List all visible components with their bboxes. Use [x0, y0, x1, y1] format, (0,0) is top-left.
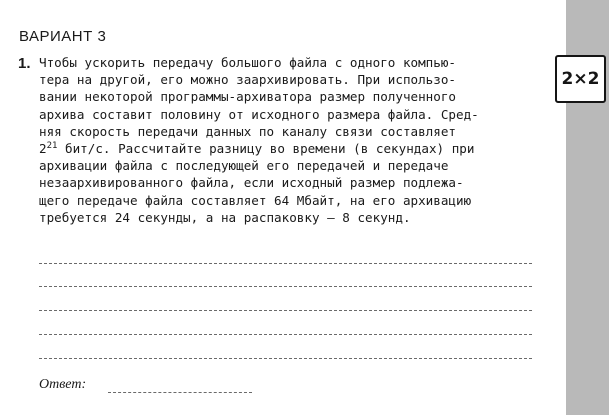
solution-line-3[interactable] [39, 310, 532, 311]
speed-exponent: 21 [46, 141, 58, 152]
speed-rest: бит/с. Рассчитайте разницу во времени (в секундах) при [57, 141, 475, 157]
task-line: незаархивированного файла, если исходный размер подлежа- [39, 175, 464, 191]
task-number: 1. [18, 55, 31, 72]
task-line: вании некоторой программы-архиватора размер полученного [39, 89, 457, 105]
task-line: требуется 24 секунды, а на распаковку — 8 секунд. [39, 209, 411, 225]
solution-line-1[interactable] [39, 263, 532, 264]
speed-base: 2 [39, 141, 47, 157]
task-line: тера на другой, его можно заархивировать. При использо- [39, 72, 457, 88]
solution-line-5[interactable] [39, 358, 532, 359]
solution-line-2[interactable] [39, 286, 532, 287]
task-statement [39, 54, 539, 226]
task-line: Чтобы ускорить передачу большого файла с одного компью- [39, 55, 457, 70]
answer-field[interactable] [108, 392, 252, 393]
variant-heading: ВАРИАНТ 3 [19, 28, 107, 45]
difficulty-badge-label: 2×2 [561, 69, 600, 89]
answer-label: Ответ: [39, 377, 87, 392]
task-line: архивации файла с последующей его передачей и передаче [39, 158, 449, 174]
task-line: щего передаче файла составляет 64 Мбайт, на его архивацию [39, 192, 472, 208]
task-line-speed [39, 140, 539, 157]
difficulty-badge [555, 55, 606, 103]
task-line: архива составит половину от исходного размера файла. Сред- [39, 106, 479, 122]
task-line: няя скорость передачи данных по каналу связи составляет [39, 123, 457, 139]
solution-line-4[interactable] [39, 334, 532, 335]
